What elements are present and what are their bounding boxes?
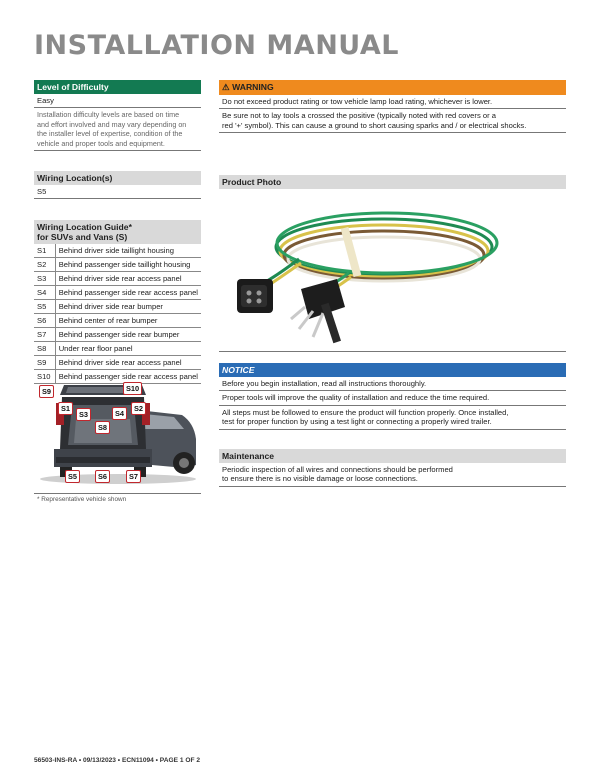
notice-line: Before you begin installation, read all instructions thoroughly. [219, 377, 566, 391]
location-desc: Behind driver side taillight housing [55, 244, 201, 258]
maintenance-header: Maintenance [219, 449, 566, 463]
location-desc: Behind driver side rear bumper [55, 300, 201, 314]
wiring-location-value: S5 [34, 185, 201, 199]
location-tag: S9 [39, 385, 54, 398]
page-title: INSTALLATION MANUAL [34, 30, 399, 61]
difficulty-level: Easy [34, 94, 201, 108]
table-row [34, 244, 201, 258]
maintenance-text: Periodic inspection of all wires and connections should be performed [222, 465, 453, 474]
notice-line [219, 406, 566, 430]
warning-header [219, 80, 566, 95]
location-tag: S3 [76, 408, 91, 421]
location-desc: Behind driver side rear access panel [55, 272, 201, 286]
difficulty-desc-line: vehicle and proper tools and equipment. [37, 138, 165, 148]
maintenance-text: to ensure there is no visible damage or loose connections. [222, 474, 418, 484]
suv-rear-illustration [34, 379, 201, 489]
location-code: S6 [34, 314, 55, 328]
table-row [34, 300, 201, 314]
warning-line [219, 109, 566, 133]
wiring-guide-header [34, 220, 201, 244]
vehicle-diagram [34, 379, 201, 492]
table-row [34, 356, 201, 370]
product-photo-header: Product Photo [219, 175, 566, 189]
warning-header-text: WARNING [232, 82, 274, 92]
notice-text: All steps must be followed to ensure the product will function properly. Once installed, [222, 407, 509, 417]
location-code: S8 [34, 342, 55, 356]
location-tag: S6 [95, 470, 110, 483]
warning-section [219, 80, 566, 133]
warning-text: Be sure not to lay tools a crossed the positive (typically noted with red covers or a [222, 111, 496, 121]
notice-section [219, 363, 566, 430]
warning-text: red '+' symbol). This can cause a ground to short causing sparks and / or electrical shocks. [222, 120, 527, 130]
difficulty-desc-line: and effort involved and may vary depending on [37, 119, 187, 129]
vehicle-caption: * Representative vehicle shown [34, 493, 201, 505]
wiring-guide-section [34, 220, 201, 384]
location-desc: Behind center of rear bumper [55, 314, 201, 328]
location-desc: Under rear floor panel [55, 342, 201, 356]
maintenance-section [219, 449, 566, 487]
warning-triangle-icon: ⚠ [222, 82, 230, 92]
location-code: S2 [34, 258, 55, 272]
wiring-location-header: Wiring Location(s) [34, 171, 201, 185]
location-code: S9 [34, 356, 55, 370]
page-footer: 56503-INS-RA • 09/13/2023 • ECN11094 • PAGE 1 OF 2 [34, 757, 200, 764]
location-code: S5 [34, 300, 55, 314]
table-row [34, 286, 201, 300]
location-tag: S10 [123, 382, 142, 395]
location-tag: S8 [95, 421, 110, 434]
wiring-guide-subtitle: for SUVs and Vans (S) [37, 232, 128, 242]
location-desc: Behind passenger side taillight housing [55, 258, 201, 272]
table-row [34, 314, 201, 328]
wiring-harness-photo [219, 189, 566, 352]
location-code: S3 [34, 272, 55, 286]
location-tag: S2 [131, 402, 146, 415]
table-row [34, 328, 201, 342]
location-code: S1 [34, 244, 55, 258]
notice-header: NOTICE [219, 363, 566, 377]
difficulty-desc-line: Installation difficulty levels are based on time [37, 110, 180, 120]
location-tag: S4 [112, 407, 127, 420]
notice-line: Proper tools will improve the quality of installation and reduce the time required. [219, 391, 566, 405]
difficulty-header: Level of Difficulty [34, 80, 201, 94]
wiring-guide-title: Wiring Location Guide* [37, 222, 132, 232]
wiring-location-section [34, 171, 201, 199]
location-code: S7 [34, 328, 55, 342]
table-row [34, 258, 201, 272]
warning-line: Do not exceed product rating or tow vehicle lamp load rating, whichever is lower. [219, 95, 566, 109]
table-row [34, 272, 201, 286]
difficulty-section [34, 80, 201, 151]
location-code: S10 [34, 370, 55, 384]
location-tag: S5 [65, 470, 80, 483]
location-desc: Behind driver side rear access panel [55, 356, 201, 370]
location-desc: Behind passenger side rear access panel [55, 286, 201, 300]
wiring-guide-table [34, 244, 201, 384]
location-tag: S1 [58, 402, 73, 415]
location-desc: Behind passenger side rear bumper [55, 328, 201, 342]
vehicle-caption-wrap [34, 493, 201, 505]
location-desc: Behind passenger side rear access panel [55, 370, 201, 384]
maintenance-line [219, 463, 566, 487]
location-code: S4 [34, 286, 55, 300]
table-row [34, 342, 201, 356]
difficulty-description [34, 108, 201, 150]
notice-text: test for proper function by using a test light or connecting a properly wired trailer. [222, 417, 492, 427]
difficulty-desc-line: the installer level of expertise, condition of the [37, 129, 183, 139]
location-tag: S7 [126, 470, 141, 483]
product-photo-section [219, 175, 566, 352]
